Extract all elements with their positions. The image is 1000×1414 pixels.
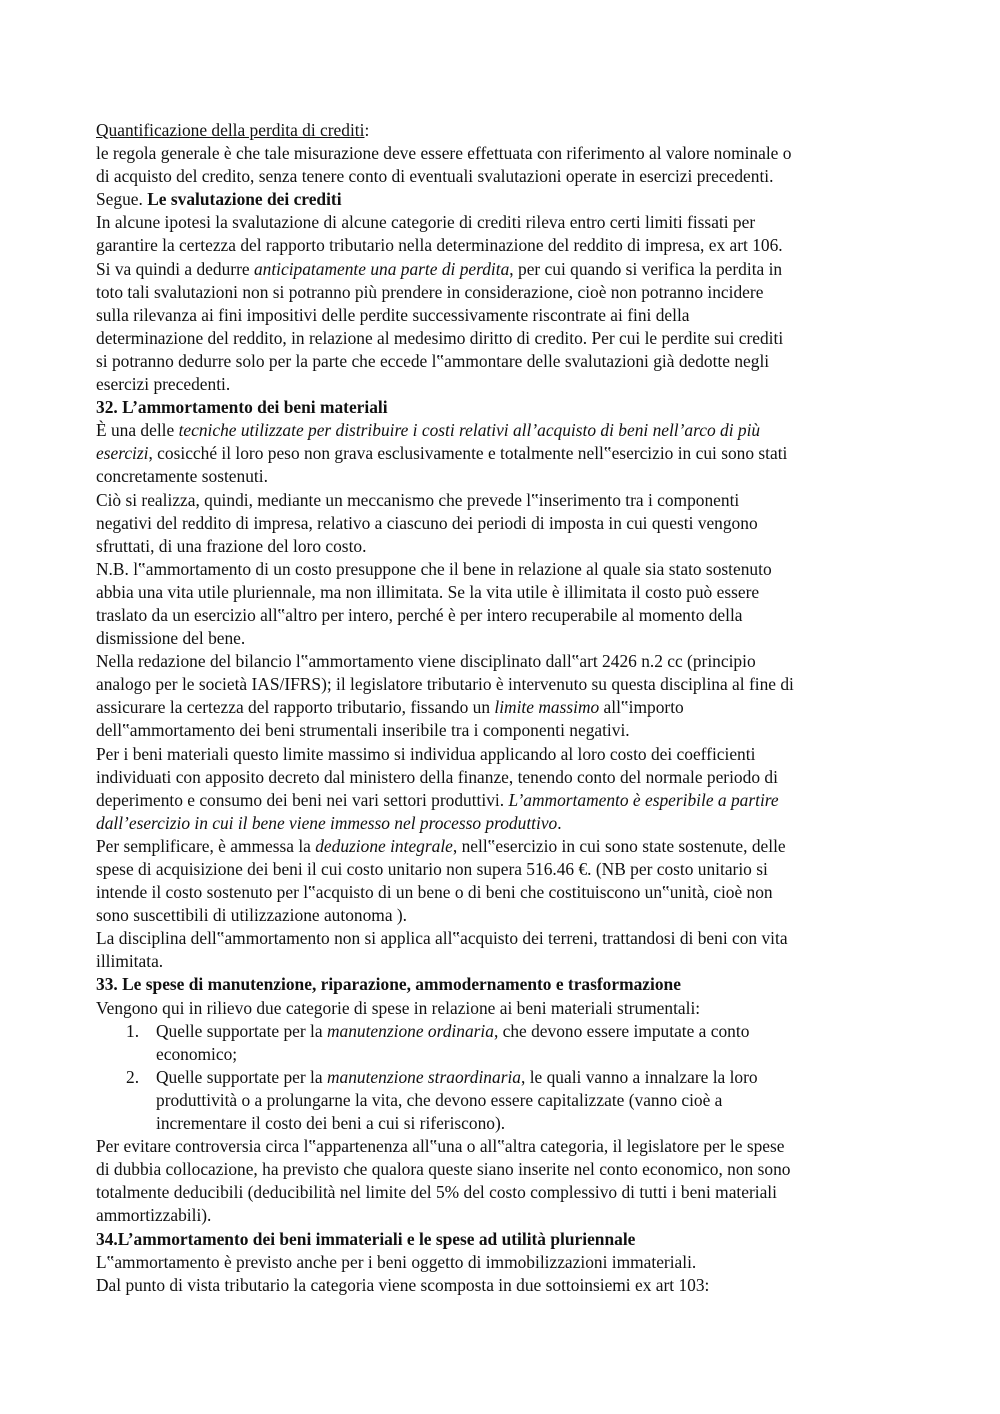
list-item: 2. Quelle supportate per la manutenzione straordinaria, le quali vanno a innalzare la loro produttività o a prolungarne la vita, che devono essere capitalizzate (vanno cioè a incrementare il costo dei beni a cui si riferiscono). [126, 1066, 758, 1134]
paragraph-line: abbia una vita utile pluriennale, ma non illimitata. Se la vita utile è illimitata il costo può essere [96, 581, 760, 602]
paragraph-line: traslato da un esercizio all‟altro per intero, perché è per intero recuperabile al momento della [96, 604, 743, 625]
paragraph-line: garantire la certezza del rapporto tributario nella determinazione del reddito di impresa, ex art 106. [96, 235, 783, 256]
paragraph-line: sulla rilevanza ai fini impositivi delle perdite successivamente riscontrate ai fini della [96, 304, 690, 325]
paragraph-line: sfruttati, di una frazione del loro costo. [96, 535, 367, 556]
paragraph-line: esercizi, cosicché il loro peso non grava esclusivamente e totalmente nell‟esercizio in cui sono stati [96, 443, 788, 464]
section-heading-34: 34.L’ammortamento dei beni immateriali e le spese ad utilità pluriennale [96, 1228, 636, 1249]
paragraph-line: Ciò si realizza, quindi, mediante un meccanismo che prevede l‟inserimento tra i componenti [96, 489, 740, 510]
paragraph-line: Per semplificare, è ammessa la deduzione integrale, nell‟esercizio in cui sono state sostenute, delle [96, 835, 786, 856]
paragraph-line: determinazione del reddito, in relazione al medesimo diritto di credito. Per cui le perdite sui crediti [96, 327, 784, 348]
paragraph-line: esercizi precedenti. [96, 374, 231, 395]
numbered-list [96, 1020, 916, 1135]
paragraph-line: dall’esercizio in cui il bene viene immesso nel processo produttivo. [96, 812, 562, 833]
paragraph-line: sono suscettibili di utilizzazione autonoma ). [96, 905, 408, 926]
section-heading-33: 33. Le spese di manutenzione, riparazione, ammodernamento e trasformazione [96, 974, 681, 995]
paragraph-line: concretamente sostenuti. [96, 466, 268, 487]
paragraph-line: Si va quindi a dedurre anticipatamente una parte di perdita, per cui quando si verifica la perdita in [96, 258, 783, 279]
paragraph-line: di dubbia collocazione, ha previsto che qualora queste siano inserite nel conto economico, non sono [96, 1159, 791, 1180]
paragraph-line: dell‟ammortamento dei beni strumentali inseribile tra i componenti negativi. [96, 720, 630, 741]
paragraph-line: deperimento e consumo dei beni nei vari settori produttivi. L’ammortamento è esperibile a partire [96, 789, 779, 810]
list-item: 1. Quelle supportate per la manutenzione ordinaria, che devono essere imputate a conto economico; [126, 1020, 750, 1064]
paragraph-line: spese di acquisizione dei beni il cui costo unitario non supera 516.46 €. (NB per costo unitario si [96, 859, 768, 879]
section-heading-quantificazione: Quantificazione della perdita di crediti: [96, 120, 370, 140]
paragraph-line: si potranno dedurre solo per la parte che eccede l‟ammontare delle svalutazioni già dedotte negli [96, 350, 770, 371]
paragraph-line: La disciplina dell‟ammortamento non si applica all‟acquisto dei terreni, trattandosi di beni con vita [96, 928, 788, 949]
paragraph-line: negativi del reddito di impresa, relativo a ciascuno dei periodi di imposta in cui questi vengono [96, 512, 758, 533]
paragraph-line: toto tali svalutazioni non si potranno più prendere in considerazione, cioè non potranno incidere [96, 281, 764, 302]
document-page [96, 119, 916, 1297]
list-number: 2. [126, 1066, 140, 1087]
paragraph-line: Per i beni materiali questo limite massimo si individua applicando al loro costo dei coefficienti [96, 743, 756, 764]
paragraph-line: di acquisto del credito, senza tenere conto di eventuali svalutazioni operate in esercizi precedenti. [96, 166, 774, 187]
paragraph-line: intende il costo sostenuto per l‟acquisto di un bene o di beni che costituiscono un‟unità, cioè non [96, 882, 773, 903]
underlined-heading: Quantificazione della perdita di crediti [96, 120, 365, 140]
section-heading-32: 32. L’ammortamento dei beni materiali [96, 397, 388, 418]
paragraph-line: analogo per le società IAS/IFRS); il legislatore tributario è intervenuto su questa disciplina al fine di [96, 674, 794, 695]
paragraph-line: È una delle tecniche utilizzate per distribuire i costi relativi all’acquisto di beni nell’arco di più [96, 420, 761, 441]
paragraph-line: Dal punto di vista tributario la categoria viene scomposta in due sottoinsiemi ex art 103: [96, 1274, 710, 1295]
paragraph-line: ammortizzabili). [96, 1205, 212, 1226]
paragraph-line: le regola generale è che tale misurazione deve essere effettuata con riferimento al valore nominale o [96, 143, 792, 164]
paragraph-line: Vengono qui in rilievo due categorie di spese in relazione ai beni materiali strumentali: [96, 997, 701, 1018]
paragraph-line: Per evitare controversia circa l‟appartenenza all‟una o all‟altra categoria, il legislatore per le spese [96, 1136, 785, 1157]
paragraph-line: individuati con apposito decreto dal ministero della finanze, tenendo conto del normale periodo di [96, 766, 778, 787]
paragraph-line: L‟ammortamento è previsto anche per i beni oggetto di immobilizzazioni immateriali. [96, 1251, 697, 1272]
paragraph-line: totalmente deducibili (deducibilità nel limite del 5% del costo complessivo di tutti i beni materiali [96, 1182, 777, 1203]
paragraph-line: In alcune ipotesi la svalutazione di alcune categorie di crediti rileva entro certi limiti fissati per [96, 212, 756, 233]
paragraph-line: illimitata. [96, 951, 164, 972]
list-number: 1. [126, 1020, 140, 1041]
paragraph-line: N.B. l‟ammortamento di un costo presuppone che il bene in relazione al quale sia stato sostenuto [96, 558, 772, 579]
paragraph-line: dismissione del bene. [96, 628, 246, 649]
paragraph-line: assicurare la certezza del rapporto tributario, fissando un limite massimo all‟importo [96, 697, 684, 718]
section-heading-svalutazione: Segue. Le svalutazione dei crediti [96, 189, 342, 210]
paragraph-line: Nella redazione del bilancio l‟ammortamento viene disciplinato dall‟art 2426 n.2 cc (principio [96, 651, 756, 672]
